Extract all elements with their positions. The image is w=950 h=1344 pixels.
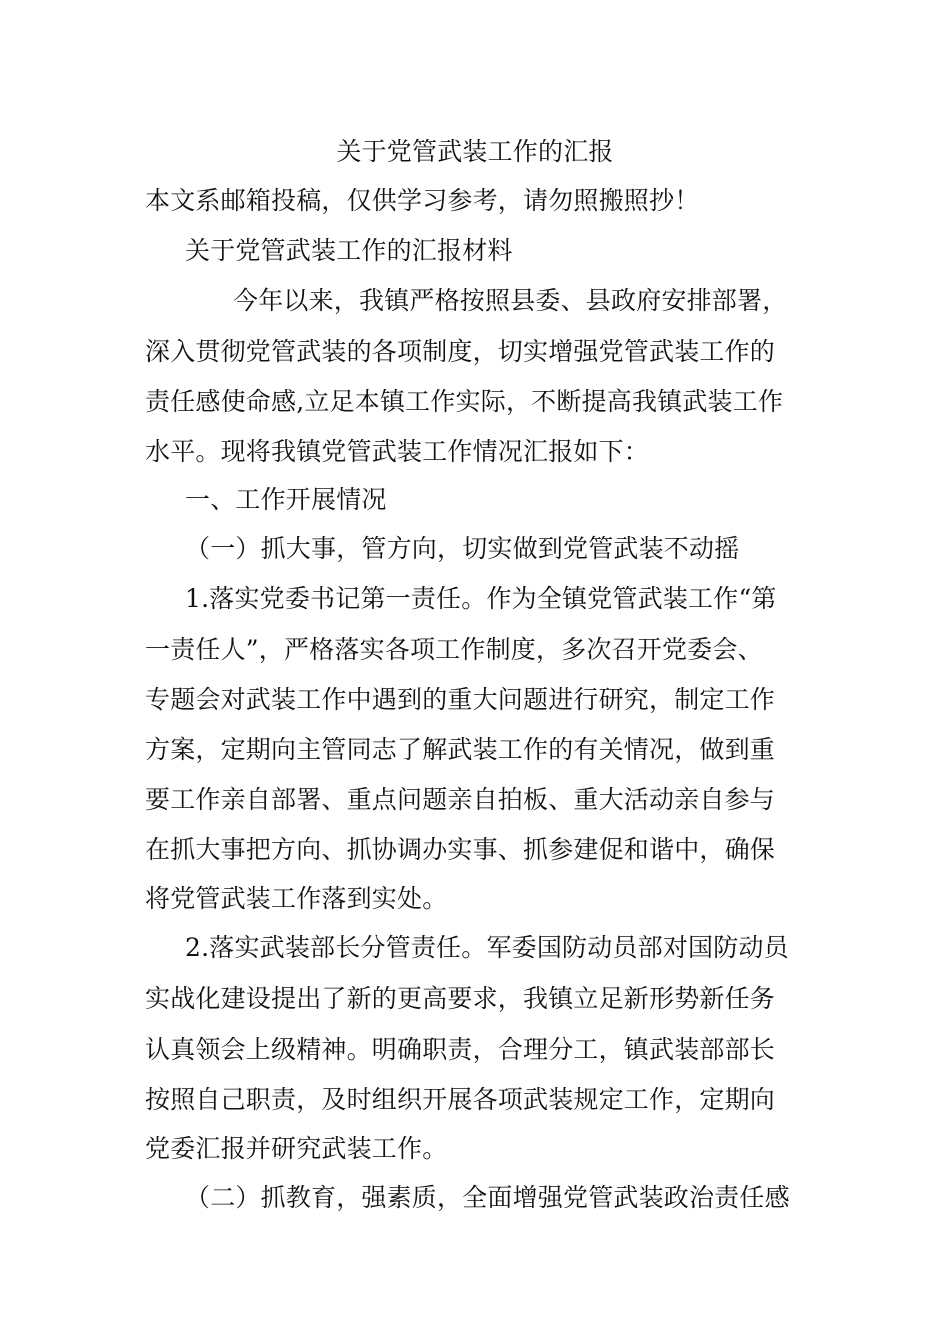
text-line: 今年以来，我镇严格按照县委、县政府安排部署，: [233, 286, 788, 315]
document-title: 关于党管武装工作的汇报: [336, 137, 614, 166]
text-line: 本文系邮箱投稿，仅供学习参考，请勿照搬照抄！: [145, 186, 700, 215]
text-line: 1.落实党委书记第一责任。作为全镇党管武装工作“第: [185, 584, 777, 613]
text-line: 水平。现将我镇党管武装工作情况汇报如下：: [145, 437, 650, 466]
text-line: 要工作亲自部署、重点问题亲自拍板、重大活动亲自参与: [145, 785, 776, 814]
text-line: 实战化建设提出了新的更高要求，我镇立足新形势新任务: [145, 984, 776, 1013]
subsection-heading: （一）抓大事，管方向，切实做到党管武装不动摇: [185, 534, 740, 563]
text-line: 一责任人”，严格落实各项工作制度，多次召开党委会、: [145, 635, 763, 664]
text-line: 专题会对武装工作中遇到的重大问题进行研究，制定工作: [145, 685, 776, 714]
text-line: 深入贯彻党管武装的各项制度，切实增强党管武装工作的: [145, 337, 776, 366]
text-line: 责任感使命感,立足本镇工作实际，不断提高我镇武装工作: [145, 387, 784, 416]
text-line: 在抓大事把方向、抓协调办实事、抓参建促和谐中，确保: [145, 835, 776, 864]
text-line: 党委汇报并研究武装工作。: [145, 1134, 448, 1163]
text-line: 认真领会上级精神。明确职责，合理分工，镇武装部部长: [145, 1035, 776, 1064]
subsection-heading: （二）抓教育，强素质，全面增强党管武装政治责任感: [185, 1183, 790, 1212]
text-line: 方案，定期向主管同志了解武装工作的有关情况，做到重: [145, 735, 776, 764]
text-line: 关于党管武装工作的汇报材料: [185, 236, 513, 265]
section-heading: 一、工作开展情况: [185, 485, 387, 514]
text-line: 将党管武装工作落到实处。: [145, 884, 448, 913]
text-line: 按照自己职责，及时组织开展各项武装规定工作，定期向: [145, 1085, 776, 1114]
text-line: 2.落实武装部长分管责任。军委国防动员部对国防动员: [185, 933, 789, 962]
